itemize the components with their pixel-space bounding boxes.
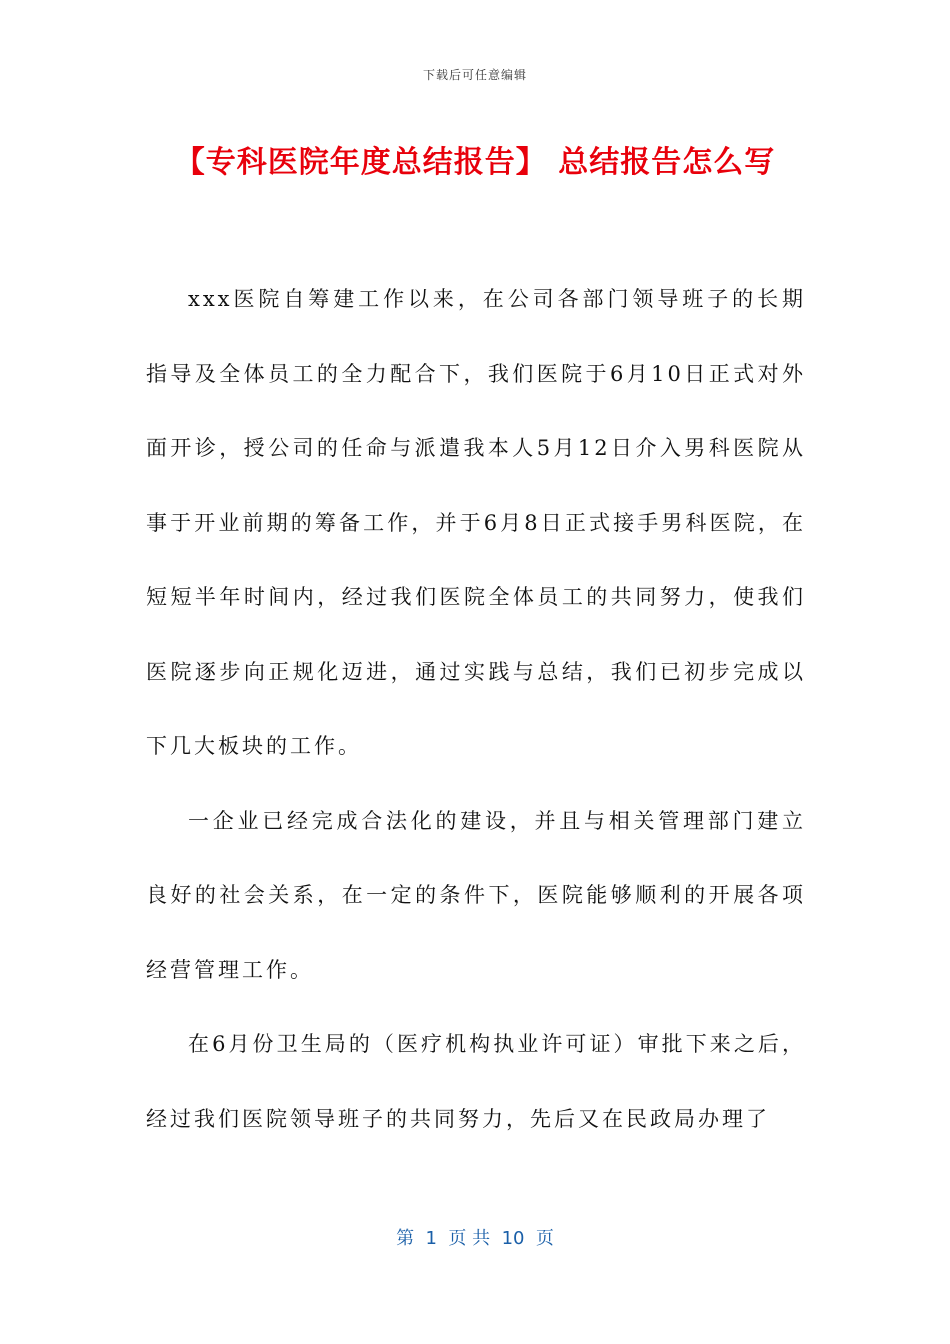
page-number-footer: 第 1 页 共 10 页: [396, 1228, 554, 1249]
page-header-note: 下载后可任意编辑: [422, 68, 527, 82]
paragraph: xxx医院自筹建工作以来，在公司各部门领导班子的长期指导及全体员工的全力配合下，我们医院于6月10日正式对外面开诊，授公司的任命与派遣我本人5月12日介入男科医院从事于开业前期的筹备工作，并于6月8日正式接手男科医院，在短短半年时间内，经过我们医院全体员工的共同努力，使我们医院逐步向正规化迈进，通过实践与总结，我们已初步完成以下几大板块的工作。: [146, 287, 806, 758]
document-title: 【专科医院年度总结报告】 总结报告怎么写: [174, 145, 776, 180]
paragraph: 一企业已经完成合法化的建设，并且与相关管理部门建立良好的社会关系，在一定的条件下，医院能够顺利的开展各项经营管理工作。: [146, 808, 806, 982]
document-body: [146, 262, 806, 1156]
paragraph: 在6月份卫生局的（医疗机构执业许可证）审批下来之后，经过我们医院领导班子的共同努力，先后又在民政局办理了: [146, 1032, 806, 1131]
